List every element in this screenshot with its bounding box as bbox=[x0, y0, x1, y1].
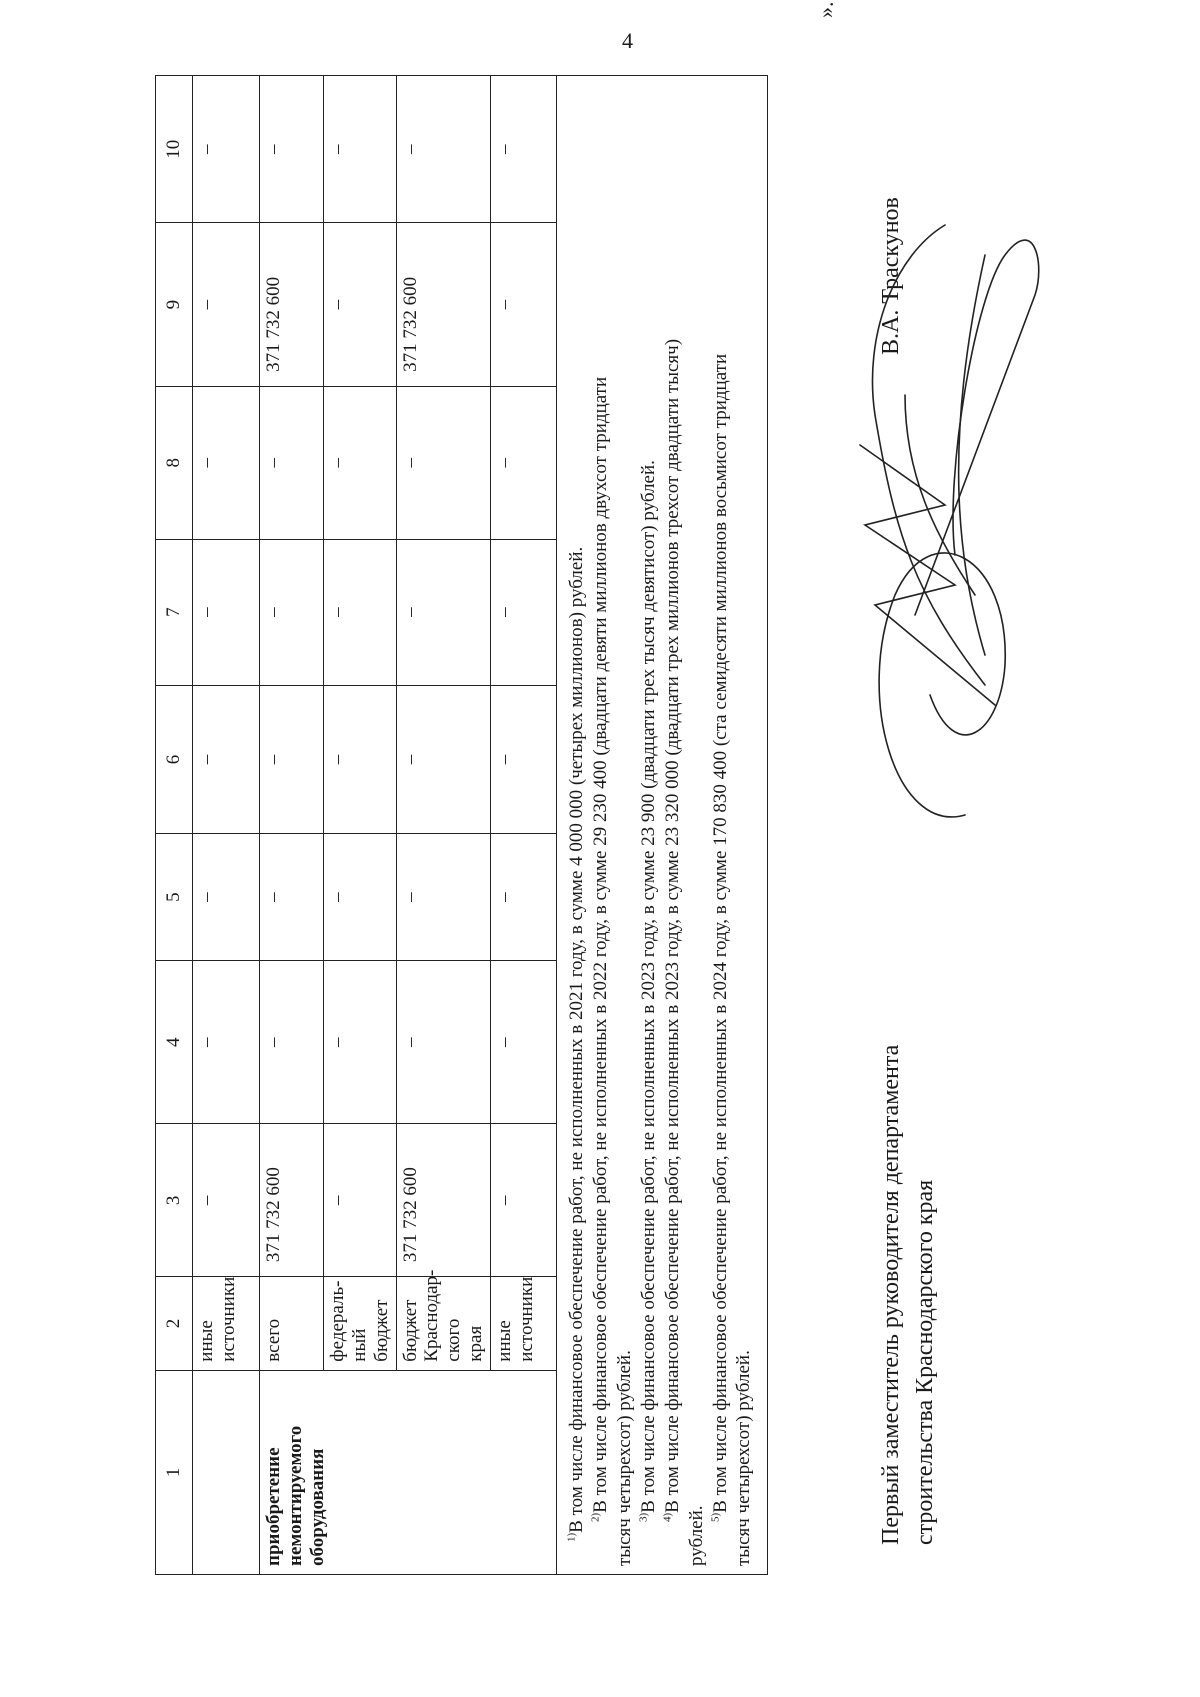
source-cell: федераль- ный бюджет bbox=[324, 1277, 397, 1371]
signer-title: Первый заместитель руководителя департамента строительства Краснодарского края bbox=[878, 1044, 938, 1545]
header-cell: 4 bbox=[156, 961, 193, 1124]
value-cell: – bbox=[490, 386, 556, 539]
footnote-1: $^{1)}$В том числе финансовое обеспечение работ, не исполненных в 2021 году, в сумме 4 000 000 (четырех миллионов) рублей. bbox=[565, 546, 587, 1542]
value-cell: – bbox=[193, 386, 260, 539]
value-cell: – bbox=[396, 834, 490, 961]
value-cell: – bbox=[193, 685, 260, 833]
value-cell: – bbox=[396, 386, 490, 539]
header-cell: 7 bbox=[156, 539, 193, 685]
value-cell: – bbox=[396, 76, 490, 223]
value-cell: – bbox=[490, 685, 556, 833]
value-cell: – bbox=[193, 539, 260, 685]
value-cell: – bbox=[490, 834, 556, 961]
value-cell: – bbox=[324, 386, 397, 539]
value-cell: – bbox=[490, 1124, 556, 1277]
value-cell: – bbox=[396, 685, 490, 833]
value-cell: – bbox=[260, 386, 324, 539]
item-cell-empty bbox=[193, 1370, 260, 1574]
value-cell: – bbox=[324, 223, 397, 386]
header-cell: 2 bbox=[156, 1277, 193, 1371]
value-cell: – bbox=[260, 961, 324, 1124]
value-cell: – bbox=[490, 539, 556, 685]
table-row bbox=[396, 76, 490, 1575]
footnote-4: $^{4)}$В том числе финансовое обеспечение работ, не исполненных в 2023 году, в сумме 23 320 000 (двадцати трех миллионов трехсот двадцати тысяч) bbox=[661, 338, 683, 1522]
value-cell: – bbox=[193, 834, 260, 961]
value-cell: 371 732 600 bbox=[260, 223, 324, 386]
signer-name: В.А. Траскунов bbox=[878, 197, 904, 355]
footnote-5: $^{5)}$В том числе финансовое обеспечение работ, не исполненных в 2024 году, в сумме 170 830 400 (ста семидесяти миллионов восьмисот тридцати bbox=[709, 353, 731, 1522]
value-cell: – bbox=[490, 223, 556, 386]
value-cell: – bbox=[396, 539, 490, 685]
footnote-2: $^{2)}$В том числе финансовое обеспечение работ, не исполненных в 2022 году, в сумме 29 230 400 (двадцати девяти миллионов двухсот тридцати bbox=[589, 376, 611, 1522]
table-row bbox=[324, 76, 397, 1575]
value-cell: – bbox=[490, 76, 556, 223]
header-cell: 8 bbox=[156, 386, 193, 539]
handwritten-signature bbox=[835, 195, 1075, 855]
header-cell: 9 bbox=[156, 223, 193, 386]
table-row bbox=[193, 76, 260, 1575]
header-cell: 10 bbox=[156, 76, 193, 223]
value-cell: – bbox=[193, 223, 260, 386]
value-cell: – bbox=[324, 539, 397, 685]
footnote-4-cont: рублей. bbox=[685, 1505, 707, 1566]
value-cell: – bbox=[324, 685, 397, 833]
value-cell: – bbox=[193, 1124, 260, 1277]
value-cell: – bbox=[193, 76, 260, 223]
source-cell: всего bbox=[260, 1277, 324, 1371]
header-cell: 1 bbox=[156, 1370, 193, 1574]
value-cell: – bbox=[260, 685, 324, 833]
value-cell: – bbox=[260, 539, 324, 685]
value-cell: – bbox=[396, 961, 490, 1124]
source-cell: иные источники bbox=[193, 1277, 260, 1371]
footnote-2-cont: тысяч четырехсот) рублей. bbox=[613, 1350, 635, 1566]
value-cell: 371 732 600 bbox=[260, 1124, 324, 1277]
page-number: 4 bbox=[622, 28, 633, 53]
rotated-content bbox=[155, 0, 938, 1575]
closing-quote: ». bbox=[813, 1, 838, 18]
source-cell: бюджет Краснодар- ского края bbox=[396, 1277, 490, 1371]
value-cell: 371 732 600 bbox=[396, 1124, 490, 1277]
table-row bbox=[260, 76, 324, 1575]
footnote-5-cont: тысяч четырехсот) рублей. bbox=[733, 1350, 755, 1566]
value-cell: – bbox=[193, 961, 260, 1124]
footnotes-cell bbox=[556, 76, 767, 1575]
header-cell: 3 bbox=[156, 1124, 193, 1277]
value-cell: – bbox=[324, 834, 397, 961]
header-cell: 5 bbox=[156, 834, 193, 961]
value-cell: – bbox=[260, 76, 324, 223]
footnotes-row bbox=[556, 76, 767, 1575]
value-cell: 371 732 600 bbox=[396, 223, 490, 386]
value-cell: – bbox=[324, 1124, 397, 1277]
header-cell: 6 bbox=[156, 685, 193, 833]
table-header-row bbox=[156, 76, 193, 1575]
source-cell: иные источники bbox=[490, 1277, 556, 1371]
funding-table-data bbox=[155, 75, 768, 1575]
value-cell: – bbox=[324, 76, 397, 223]
value-cell: – bbox=[490, 961, 556, 1124]
value-cell: – bbox=[260, 834, 324, 961]
value-cell: – bbox=[324, 961, 397, 1124]
table-row bbox=[490, 76, 556, 1575]
item-title-cell: приобретение немонтируемого оборудования bbox=[260, 1370, 557, 1574]
footnote-3: $^{3)}$В том числе финансовое обеспечение работ, не исполненных в 2023 году, в сумме 23 900 (двадцати трех тысяч девятисот) рублей. bbox=[637, 460, 659, 1522]
